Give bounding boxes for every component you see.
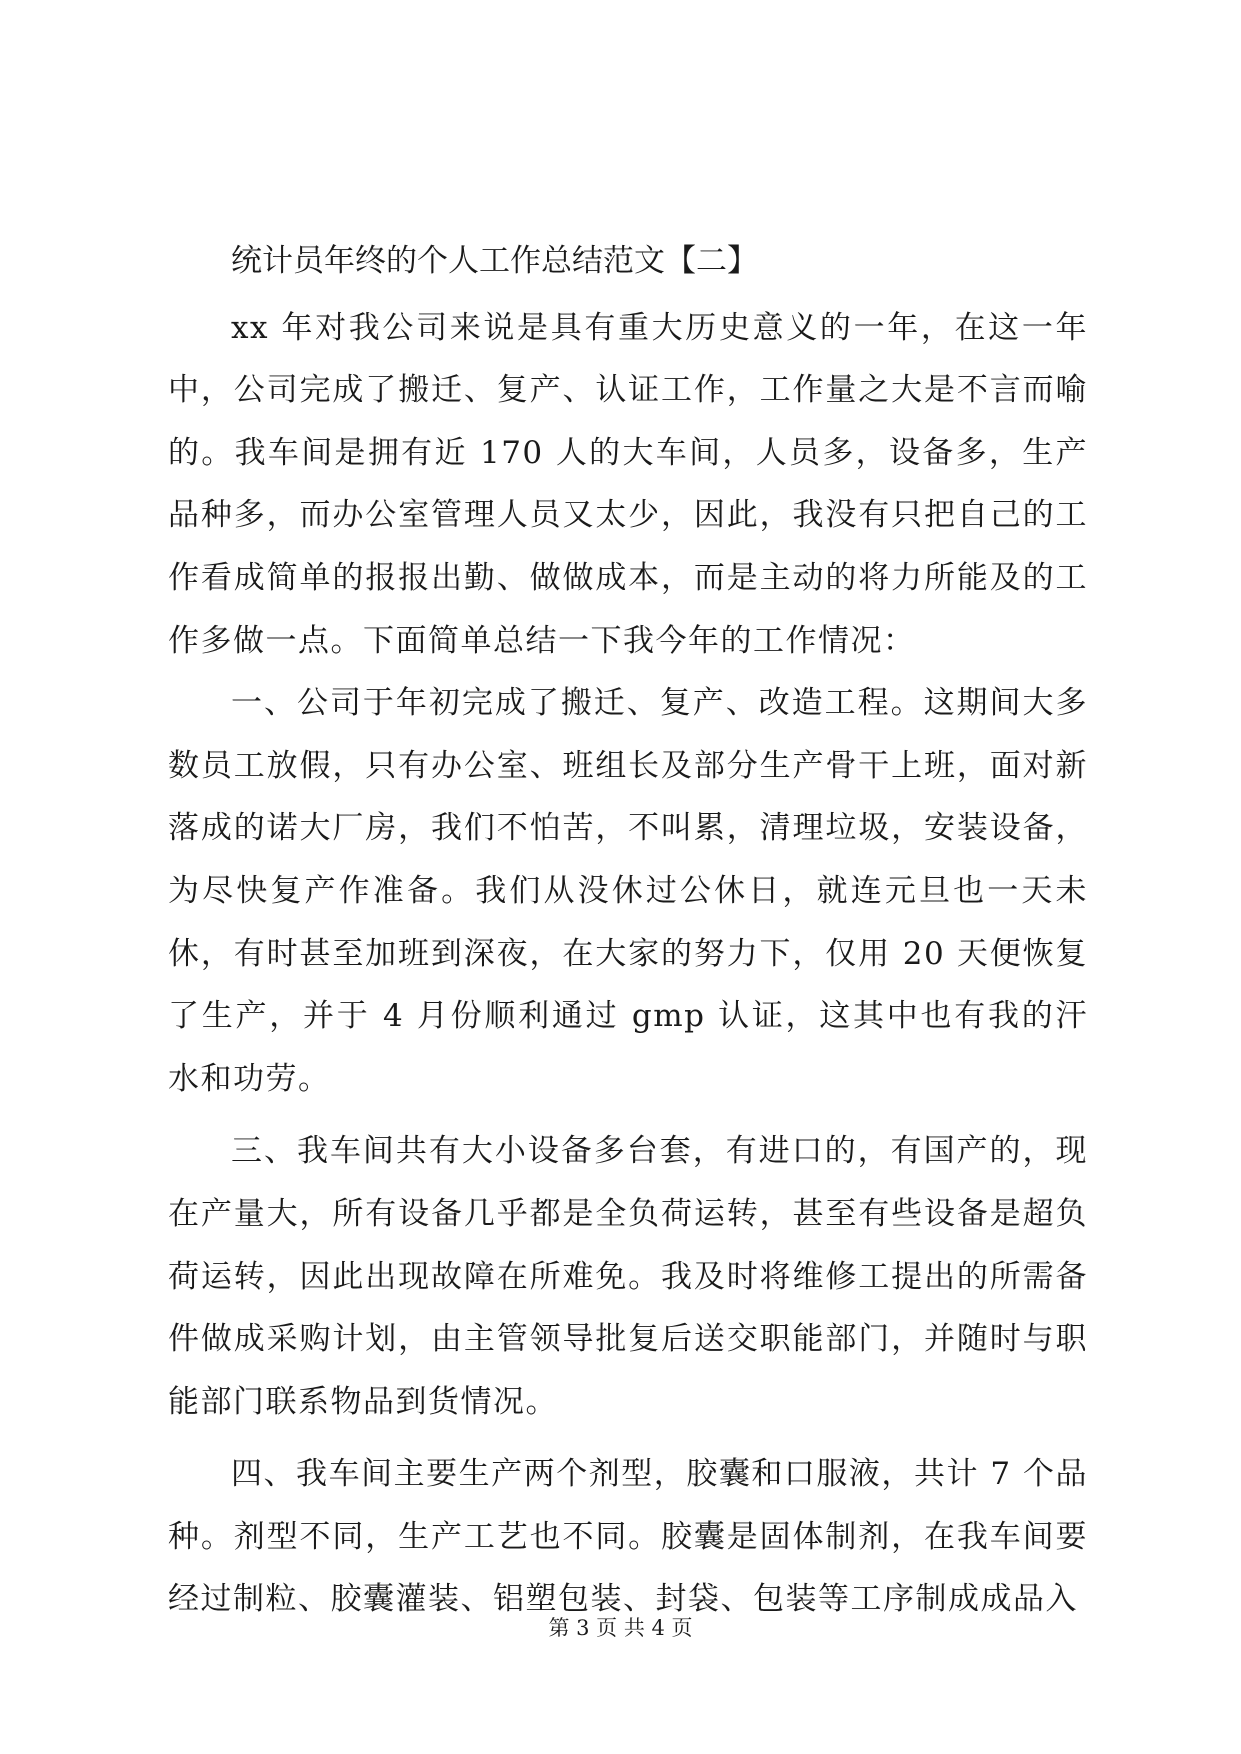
paragraph-section-3: 三、我车间共有大小设备多台套，有进口的，有国产的，现在产量大，所有设备几乎都是全负荷运转，甚至有些设备是超负荷运转，因此出现故障在所难免。我及时将维修工提出的所需备件做成采购计划，由主管领导批复后送交职能部门，并随时与职能部门联系物品到货情况。 bbox=[168, 1133, 1088, 1420]
paragraph-section-1: 一、公司于年初完成了搬迁、复产、改造工程。这期间大多数员工放假，只有办公室、班组长及部分生产骨干上班，面对新落成的诺大厂房，我们不怕苦，不叫累，清理垃圾，安装设备，为尽快复产作准备。我们从没休过公休日，就连元旦也一天未休，有时甚至加班到深夜，在大家的努力下，仅用 20 天便恢复了生产，并于 4 月份顺利通过 gmp 认证，这其中也有我的汗水和功劳。 bbox=[168, 685, 1088, 1097]
page-number-footer: 第 3 页 共 4 页 bbox=[548, 1616, 693, 1640]
paragraph-section-4: 四、我车间主要生产两个剂型，胶囊和口服液，共计 7 个品种。剂型不同，生产工艺也不同。胶囊是固体制剂，在我车间要经过制粒、胶囊灌装、铝塑包装、封袋、包装等工序制成成品入 bbox=[168, 1456, 1088, 1618]
document-body bbox=[168, 230, 1088, 1631]
document-title: 统计员年终的个人工作总结范文【二】 bbox=[231, 243, 758, 279]
paragraph-intro: xx 年对我公司来说是具有重大历史意义的一年，在这一年中，公司完成了搬迁、复产、认证工作，工作量之大是不言而喻的。我车间是拥有近 170 人的大车间，人员多，设备多，生产品种多，而办公室管理人员又太少，因此，我没有只把自己的工作看成简单的报报出勤、做做成本，而是主动的将力所能及的工作多做一点。下面简单总结一下我今年的工作情况： bbox=[168, 309, 1088, 659]
